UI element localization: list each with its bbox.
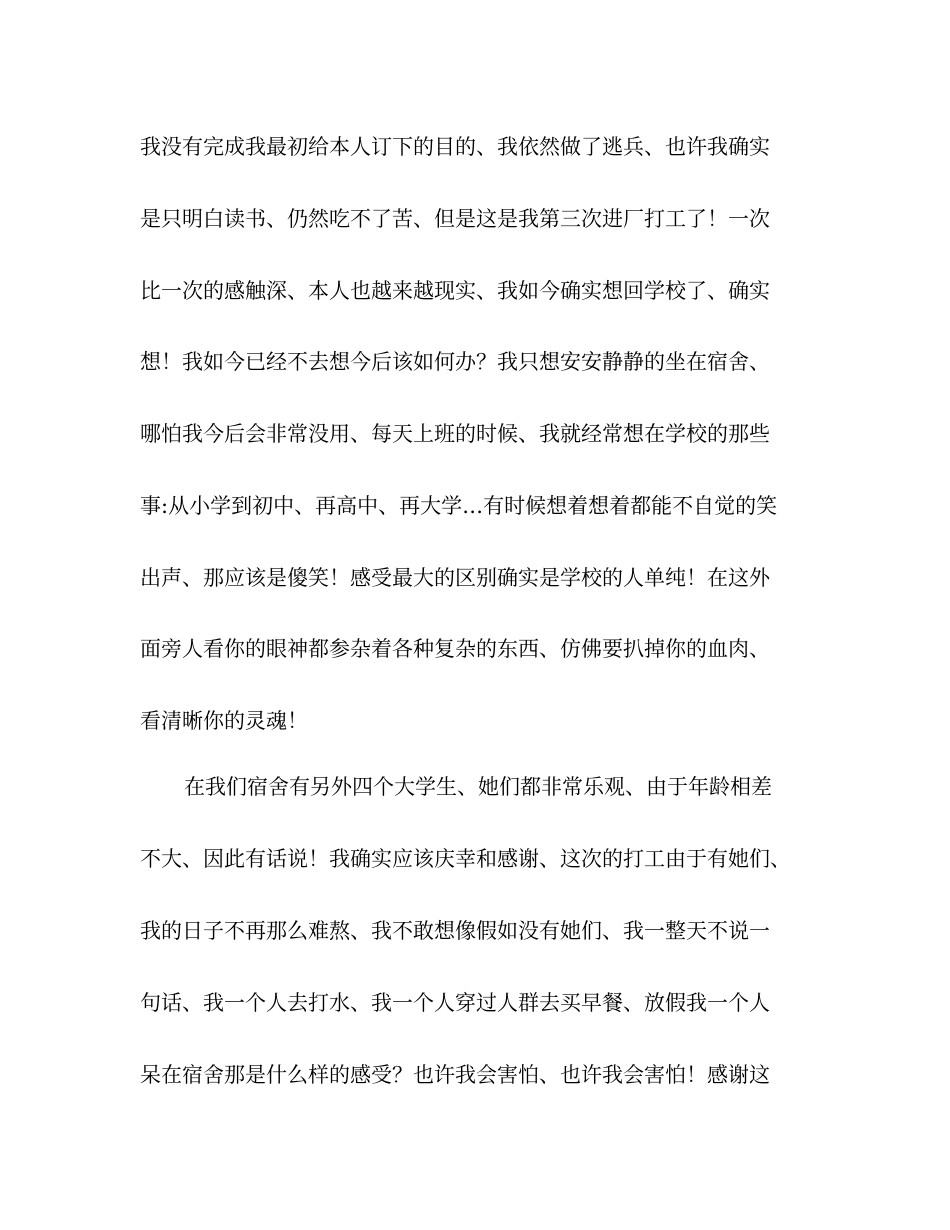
- paragraph-1-line-9: 看清晰你的灵魂！: [140, 709, 308, 733]
- paragraph-1-line-7: 出声、那应该是傻笑！感受最大的区别确实是学校的人单纯！在这外: [140, 566, 770, 590]
- paragraph-2-line-5: 呆在宿舍那是什么样的感受？也许我会害怕、也许我会害怕！感谢这: [140, 1063, 770, 1087]
- paragraph-2-line-2: 不大、因此有话说！我确实应该庆幸和感谢、这次的打工由于有她们、: [140, 847, 791, 871]
- paragraph-2-line-3: 我的日子不再那么难熬、我不敢想像假如没有她们、我一整天不说一: [140, 919, 770, 943]
- paragraph-1-line-8: 面旁人看你的眼神都参杂着各种复杂的东西、仿佛要扒掉你的血肉、: [140, 637, 770, 661]
- paragraph-2-line-4: 句话、我一个人去打水、我一个人穿过人群去买早餐、放假我一个人: [140, 991, 770, 1015]
- paragraph-1-line-6: 事:从小学到初中、再高中、再大学…有时候想着想着都能不自觉的笑: [140, 494, 778, 518]
- paragraph-1-line-4: 想！我如今已经不去想今后该如何办？我只想安安静静的坐在宿舍、: [140, 350, 770, 374]
- paragraph-1-line-1: 我没有完成我最初给本人订下的目的、我依然做了逃兵、也许我确实: [140, 135, 770, 159]
- paragraph-1-line-3: 比一次的感触深、本人也越来越现实、我如今确实想回学校了、确实: [140, 279, 770, 303]
- paragraph-2-line-1: 在我们宿舍有另外四个大学生、她们都非常乐观、由于年龄相差: [184, 775, 772, 799]
- paragraph-1-line-5: 哪怕我今后会非常没用、每天上班的时候、我就经常想在学校的那些: [140, 422, 770, 446]
- paragraph-1-line-2: 是只明白读书、仍然吃不了苦、但是这是我第三次进厂打工了！一次: [140, 207, 770, 231]
